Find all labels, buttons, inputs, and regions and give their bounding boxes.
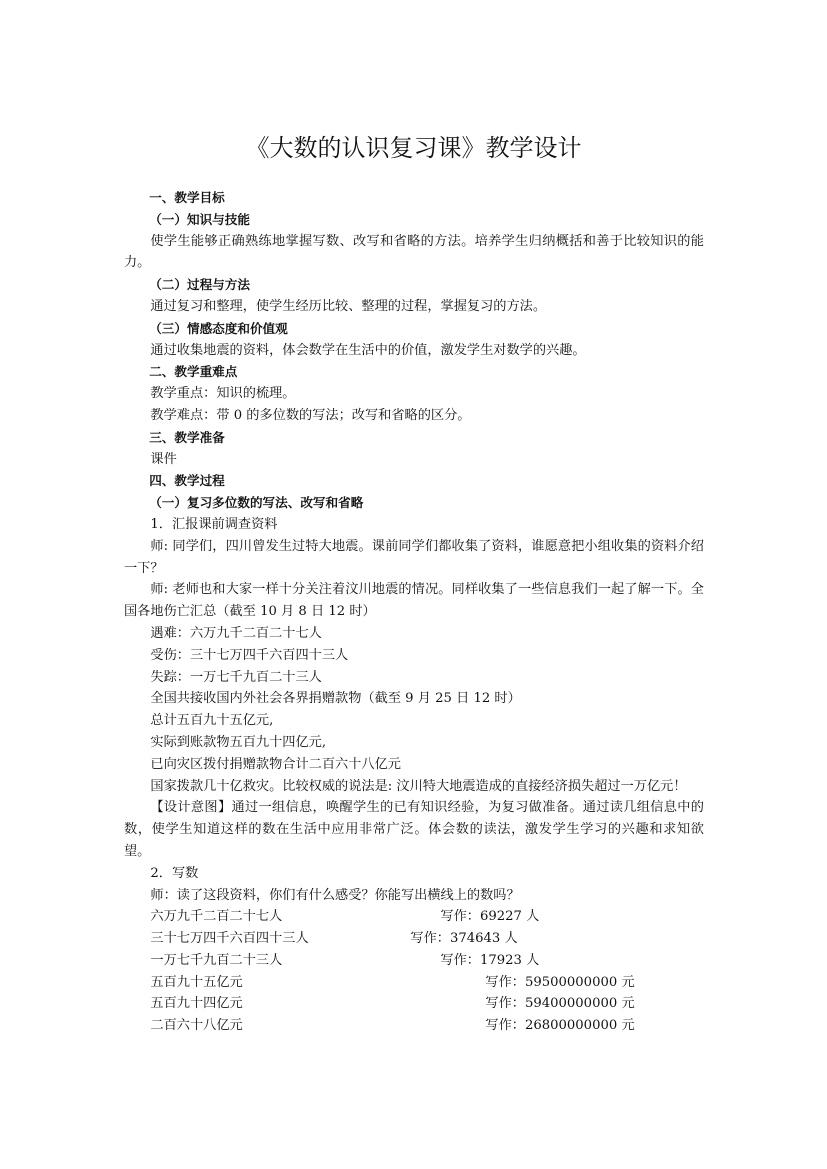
paragraph: 通过复习和整理，使学生经历比较、整理的过程，掌握复习的方法。	[150, 298, 547, 314]
subsection-heading: （一）知识与技能	[149, 211, 250, 227]
number-words: 三十七万四千六百四十三人	[150, 931, 309, 947]
paragraph: 师: 老师也和大家一样十分关注着汶川地震的情况。同样收集了一些信息我们一起了解一下。全国各地伤亡汇总（截至 10 月 8 日 12 时）	[124, 582, 704, 620]
paragraph: 【设计意图】通过一组信息，唤醒学生的已有知识经验，为复习做准备。通过读几组信息中的数，使学生知道这样的数在生活中应用非常广泛。体会数的读法，激发学生学习的兴趣和求知欲望。	[124, 800, 704, 859]
number-written: 写作：17923 人	[440, 952, 540, 968]
section-heading: 三、教学准备	[149, 429, 225, 445]
paragraph: 已向灾区拨付捐赠款物合计二百六十八亿元	[150, 756, 401, 772]
paragraph: 课件	[150, 451, 177, 467]
number-row	[124, 1015, 704, 1037]
number-row	[124, 928, 704, 950]
section-heading: 四、教学过程	[149, 473, 225, 489]
number-written: 写作：374643 人	[410, 931, 518, 947]
paragraph: 遇难：六万九千二百二十七人	[150, 625, 322, 641]
section-heading: 二、教学重难点	[149, 364, 238, 380]
paragraph: 师：读了这段资料，你们有什么感受？你能写出横线上的数吗？	[150, 887, 520, 903]
number-row	[124, 906, 704, 928]
paragraph: 教学难点：带 0 的多位数的写法；改写和省略的区分。	[150, 407, 471, 423]
document-body	[124, 187, 704, 1037]
subsection-heading: （一）复习多位数的写法、改写和省略	[149, 495, 364, 511]
paragraph: 全国共接收国内外社会各界捐赠款物（截至 9 月 25 日 12 时）	[150, 691, 521, 707]
number-words: 二百六十八亿元	[150, 1018, 243, 1034]
number-row	[124, 950, 704, 972]
paragraph: 总计五百九十五亿元,	[150, 713, 274, 729]
number-words: 五百九十五亿元	[150, 974, 243, 990]
document-title: 《大数的认识复习课》教学设计	[245, 134, 582, 162]
number-row	[124, 972, 704, 994]
number-row	[124, 993, 704, 1015]
number-written: 写作：59400000000 元	[485, 996, 635, 1012]
paragraph: 国家拨款几十亿救灾。比较权威的说法是: 汶川特大地震造成的直接经济损失超过一万亿元！	[150, 778, 687, 794]
paragraph: 失踪：一万七千九百二十三人	[150, 669, 322, 685]
number-words: 六万九千二百二十七人	[150, 909, 283, 925]
section-heading: 一、教学目标	[149, 190, 225, 205]
number-written: 写作：26800000000 元	[485, 1018, 635, 1034]
subsection-heading: （三）情感态度和价值观	[149, 320, 288, 336]
paragraph: 通过收集地震的资料，体会数学在生活中的价值，激发学生对数学的兴趣。	[150, 342, 586, 358]
paragraph: 使学生能够正确熟练地掌握写数、改写和省略的方法。培养学生归纳概括和善于比较知识的能力。	[124, 233, 704, 271]
paragraph: 受伤：三十七万四千六百四十三人	[150, 647, 349, 663]
paragraph: 师: 同学们，四川曾发生过特大地震。课前同学们都收集了资料，谁愿意把小组收集的资料介绍一下？	[124, 538, 704, 576]
paragraph: 实际到账款物五百九十四亿元,	[150, 734, 327, 750]
number-words: 一万七千九百二十三人	[150, 952, 283, 968]
paragraph: 2．写数	[150, 865, 199, 881]
number-written: 写作：69227 人	[440, 909, 540, 925]
number-written: 写作：59500000000 元	[485, 974, 635, 990]
paragraph: 教学重点：知识的梳理。	[150, 386, 296, 402]
number-words: 五百九十四亿元	[150, 996, 243, 1012]
subsection-heading: （二）过程与方法	[149, 277, 250, 293]
paragraph: 1．汇报课前调查资料	[150, 516, 278, 532]
